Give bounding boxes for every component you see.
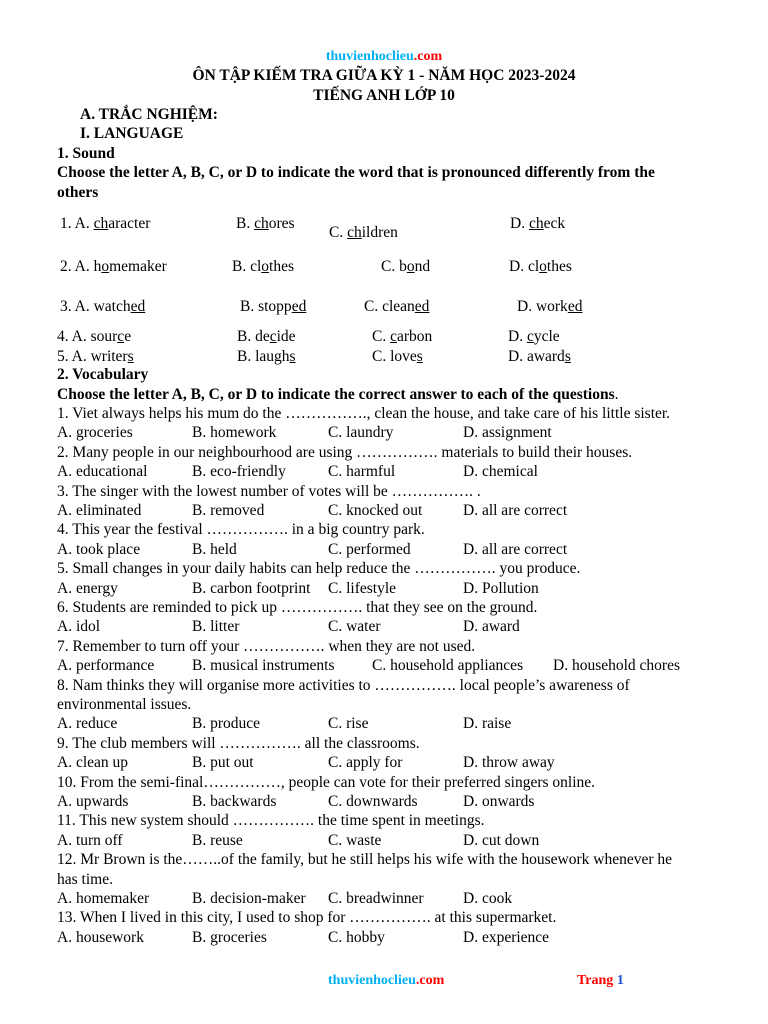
question-5: 5. Small changes in your daily habits can help reduce the ……………. you produce.	[57, 560, 581, 577]
option-prefix: D. cl	[509, 258, 540, 275]
question-7-option-c: C. household appliances	[372, 657, 524, 674]
sound-q1-option-a	[60, 214, 150, 233]
question-7: 7. Remember to turn off your ……………. when they are not used.	[57, 638, 476, 655]
question-5-option-a: A. energy	[57, 580, 118, 597]
question-11-option-d: D. cut down	[463, 832, 540, 849]
vocab-instruction	[57, 385, 619, 404]
page-number-value: 1	[616, 973, 624, 988]
underlined-sound: s	[127, 348, 134, 365]
underlined-sound: c	[390, 328, 397, 345]
option-suffix: eck	[543, 215, 566, 232]
underlined-sound: o	[261, 258, 270, 275]
question-7-option-d: D. household chores	[553, 657, 680, 674]
underlined-sound: ed	[567, 298, 583, 315]
underlined-sound: ch	[93, 215, 109, 232]
page-title: ÔN TẬP KIẾM TRA GIỮA KỲ 1 - NĂM HỌC 2023-2024	[192, 67, 576, 84]
underlined-sound: c	[269, 328, 277, 345]
question-1-option-d: D. assignment	[463, 424, 552, 441]
underlined-sound: ed	[414, 298, 430, 315]
underlined-sound: s	[564, 348, 571, 365]
question-4-option-a: A. took place	[57, 541, 141, 558]
option-prefix: D.	[510, 215, 529, 232]
sound-q5-option-a	[57, 347, 134, 366]
question-8-option-c: C. rise	[328, 715, 369, 732]
underlined-sound: ch	[254, 215, 269, 232]
option-prefix: D.	[508, 328, 527, 345]
question-3: 3. The singer with the lowest number of votes will be ……………. .	[57, 483, 481, 500]
underlined-sound: ch	[528, 215, 544, 232]
question-4-option-c: C. performed	[328, 541, 411, 558]
option-prefix: 3. A. watch	[60, 298, 131, 315]
underlined-sound: c	[117, 328, 125, 345]
question-13-option-d: D. experience	[463, 929, 550, 946]
page-number	[577, 971, 624, 990]
question-8: 8. Nam thinks they will organise more activities to ……………. local people’s awareness of	[57, 677, 630, 694]
option-suffix: arbon	[396, 328, 433, 345]
question-7-option-a: A. performance	[57, 657, 155, 674]
question-4-option-b: B. held	[192, 541, 237, 558]
question-6-option-b: B. litter	[192, 618, 240, 635]
question-12-option-d: D. cook	[463, 890, 513, 907]
question-6: 6. Students are reminded to pick up ……………. that they see on the ground.	[57, 599, 538, 616]
sound-q5-option-b	[237, 347, 296, 366]
sound-q4-option-a	[57, 327, 131, 346]
sound-instruction: Choose the letter A, B, C, or D to indicate the word that is pronounced differently from the	[57, 164, 655, 181]
option-suffix: aracter	[108, 215, 151, 232]
sound-q1-option-b	[236, 214, 295, 233]
question-1-option-a: A. groceries	[57, 424, 133, 441]
site-domain: .com	[413, 49, 443, 64]
sound-q2-option-a	[60, 257, 167, 276]
section-a-heading: A. TRẮC NGHIỆM:	[80, 106, 218, 123]
question-1-option-c: C. laundry	[328, 424, 394, 441]
underlined-sound: c	[526, 328, 534, 345]
question-9: 9. The club members will ……………. all the classrooms.	[57, 735, 420, 752]
sound-q3-option-b	[240, 297, 306, 316]
page-label: Trang	[577, 973, 614, 988]
option-prefix: D. award	[508, 348, 565, 365]
question-8-cont: environmental issues.	[57, 696, 192, 713]
question-5-option-b: B. carbon footprint	[192, 580, 311, 597]
question-10-option-b: B. backwards	[192, 793, 277, 810]
question-9-option-d: D. throw away	[463, 754, 555, 771]
question-2-option-a: A. educational	[57, 463, 148, 480]
option-suffix: e	[124, 328, 132, 345]
question-2: 2. Many people in our neighbourhood are using ……………. materials to build their houses.	[57, 444, 633, 461]
sound-q2-option-d	[509, 257, 572, 276]
underlined-sound: ed	[130, 298, 146, 315]
option-prefix: B. laugh	[237, 348, 290, 365]
question-13-option-a: A. housework	[57, 929, 144, 946]
question-3-option-d: D. all are correct	[463, 502, 568, 519]
sound-q4-option-c	[372, 327, 432, 346]
question-3-option-a: A. eliminated	[57, 502, 142, 519]
sound-q3-option-c	[364, 297, 429, 316]
question-12: 12. Mr Brown is the……..of the family, but he still helps his wife with the housework whenever he	[57, 851, 673, 868]
question-10-option-d: D. onwards	[463, 793, 535, 810]
option-prefix: C.	[372, 328, 391, 345]
option-prefix: D. work	[517, 298, 568, 315]
question-8-option-a: A. reduce	[57, 715, 118, 732]
option-suffix: ycle	[533, 328, 560, 345]
sound-instruction-cont: others	[57, 184, 99, 201]
option-prefix: B. de	[237, 328, 270, 345]
option-prefix: 1. A.	[60, 215, 94, 232]
site-name: thuvienhoclieu	[325, 49, 414, 64]
sound-q2-option-b	[232, 257, 294, 276]
vocab-instruction-dot: .	[614, 386, 619, 403]
option-prefix: C. b	[381, 258, 407, 275]
sound-q1-option-d	[510, 214, 565, 233]
sound-q4-option-b	[237, 327, 296, 346]
question-9-option-a: A. clean up	[57, 754, 129, 771]
sound-q5-option-c	[372, 347, 423, 366]
underlined-sound: s	[416, 348, 423, 365]
question-3-option-c: C. knocked out	[328, 502, 423, 519]
option-prefix: 5. A. writer	[57, 348, 128, 365]
option-suffix: ores	[268, 215, 295, 232]
question-4-option-d: D. all are correct	[463, 541, 568, 558]
question-1-option-b: B. homework	[192, 424, 277, 441]
question-3-option-b: B. removed	[192, 502, 265, 519]
option-prefix: B. cl	[232, 258, 262, 275]
question-7-option-b: B. musical instruments	[192, 657, 335, 674]
question-11-option-a: A. turn off	[57, 832, 123, 849]
option-suffix: ide	[276, 328, 296, 345]
question-10-option-c: C. downwards	[328, 793, 418, 810]
option-prefix: C.	[329, 224, 348, 241]
question-12-option-c: C. breadwinner	[328, 890, 424, 907]
question-11-option-b: B. reuse	[192, 832, 243, 849]
underlined-sound: o	[539, 258, 547, 275]
option-prefix: 2. A. h	[60, 258, 102, 275]
underlined-sound: ed	[291, 298, 307, 315]
option-suffix: memaker	[109, 258, 167, 275]
option-suffix: thes	[546, 258, 572, 275]
sound-q3-option-a	[60, 297, 145, 316]
question-4: 4. This year the festival ……………. in a big country park.	[57, 521, 425, 538]
question-8-option-d: D. raise	[463, 715, 512, 732]
question-2-option-d: D. chemical	[463, 463, 538, 480]
sound-heading: 1. Sound	[57, 145, 115, 162]
sound-q5-option-d	[508, 347, 571, 366]
question-11-option-c: C. waste	[328, 832, 382, 849]
option-suffix: nd	[414, 258, 431, 275]
underlined-sound: o	[406, 258, 415, 275]
underlined-sound: ch	[347, 224, 362, 241]
option-suffix: ildren	[361, 224, 398, 241]
vocab-instruction-text: Choose the letter A, B, C, or D to indicate the correct answer to each of the questions	[57, 386, 615, 403]
site-header	[0, 47, 768, 66]
option-prefix: 4. A. sour	[57, 328, 118, 345]
question-5-option-d: D. Pollution	[463, 580, 539, 597]
question-11: 11. This new system should ……………. the time spent in meetings.	[57, 812, 485, 829]
question-5-option-c: C. lifestyle	[328, 580, 397, 597]
sound-q3-option-d	[517, 297, 582, 316]
question-10-option-a: A. upwards	[57, 793, 129, 810]
question-2-option-c: C. harmful	[328, 463, 396, 480]
question-6-option-d: D. award	[463, 618, 520, 635]
vocab-heading: 2. Vocabulary	[57, 366, 149, 383]
page-subtitle: TIẾNG ANH LỚP 10	[313, 87, 455, 104]
option-prefix: C. love	[372, 348, 417, 365]
option-prefix: B.	[236, 215, 255, 232]
option-suffix: thes	[269, 258, 294, 275]
question-13-option-c: C. hobby	[328, 929, 385, 946]
footer-site-domain: .com	[415, 973, 445, 988]
question-12-option-a: A. homemaker	[57, 890, 150, 907]
question-13-option-b: B. groceries	[192, 929, 267, 946]
sound-q2-option-c	[381, 257, 430, 276]
question-9-option-c: C. apply for	[328, 754, 403, 771]
question-12-cont: has time.	[57, 871, 113, 888]
question-8-option-b: B. produce	[192, 715, 261, 732]
question-2-option-b: B. eco-friendly	[192, 463, 286, 480]
footer-site-name: thuvienhoclieu	[328, 973, 416, 988]
footer-site	[328, 971, 444, 990]
question-9-option-b: B. put out	[192, 754, 254, 771]
option-prefix: C. clean	[364, 298, 415, 315]
sound-q4-option-d	[508, 327, 560, 346]
question-12-option-b: B. decision-maker	[192, 890, 306, 907]
underlined-sound: s	[289, 348, 296, 365]
sound-q1-option-c	[329, 223, 398, 242]
question-13: 13. When I lived in this city, I used to shop for ……………. at this supermarket.	[57, 909, 557, 926]
question-1: 1. Viet always helps his mum do the ……………., clean the house, and take care of his little sister.	[57, 405, 671, 422]
question-6-option-a: A. idol	[57, 618, 101, 635]
question-6-option-c: C. water	[328, 618, 381, 635]
option-prefix: B. stopp	[240, 298, 292, 315]
underlined-sound: o	[101, 258, 110, 275]
question-10: 10. From the semi-final……………, people can vote for their preferred singers online.	[57, 774, 596, 791]
section-i-heading: I. LANGUAGE	[80, 125, 184, 142]
